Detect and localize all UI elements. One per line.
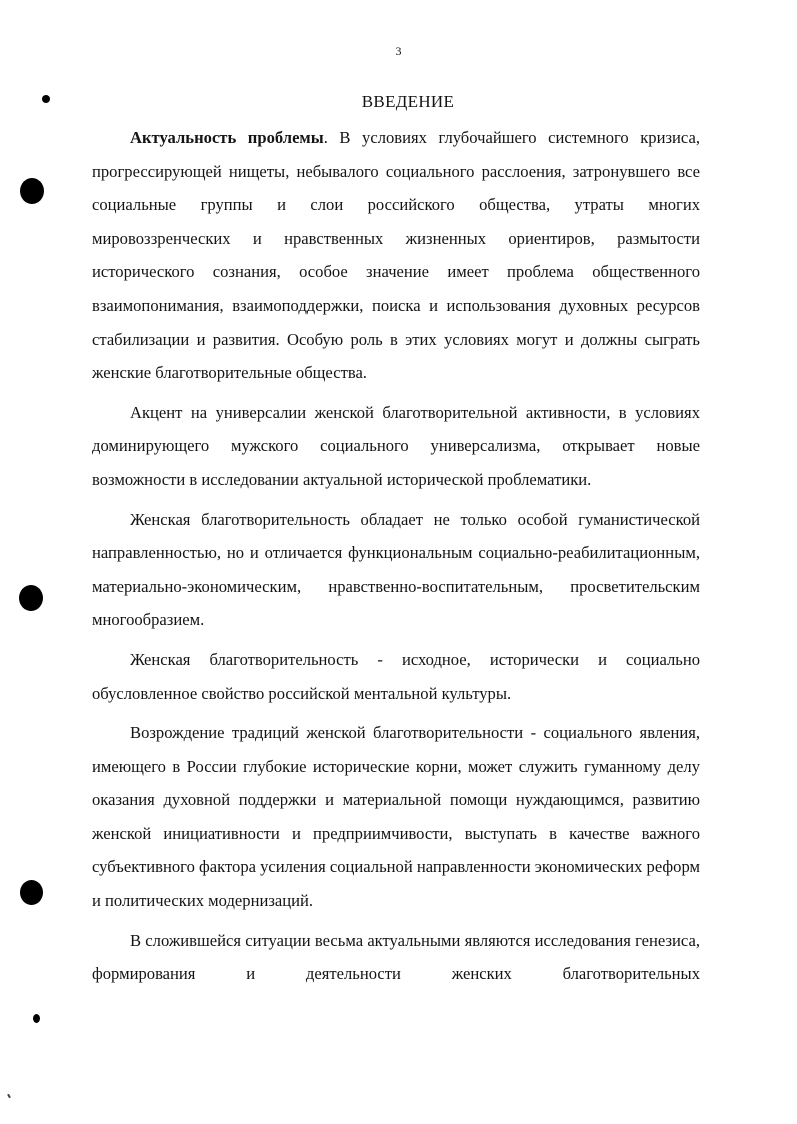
paragraph-2: Акцент на универсалии женской благотворительной активности, в условиях доминирующего мужского социального универсализма, открывает новые возможности в исследовании актуальной исторической проблематики.	[92, 402, 700, 489]
document-body	[92, 121, 700, 991]
paragraph-1-text: . В условиях глубочайшего системного кризиса, прогрессирующей нищеты, небывалого социального расслоения, затронувшего все социальные группы и слои российского общества, утраты многих мировоззренческих и нравственных жизненных ориентиров, размытости исторического сознания, особое значение имеет проблема общественного взаимопонимания, взаимоподдержки, поиска и использования духовных ресурсов стабилизации и развития. Особую роль в этих условиях могут и должны сыграть женские благотворительные общества.	[92, 128, 700, 383]
punch-hole-1	[20, 178, 44, 204]
paragraph-6: В сложившейся ситуации весьма актуальными являются исследования генезиса, формирования и деятельности женских благотворительных	[92, 930, 700, 984]
paragraph-3: Женская благотворительность обладает не только особой гуманистической направленностью, но и отличается функциональным социально-реабилитационным, материально-экономическим, нравственно-воспитательным, просветительским многообразием.	[92, 509, 700, 630]
paragraph-5: Возрождение традиций женской благотворительности - социального явления, имеющего в России глубокие исторические корни, может служить гуманному делу оказания духовной поддержки и материальной помощи нуждающимся, развитию женской инициативности и предприимчивости, выступать в качестве важного субъективного фактора усиления социальной направленности экономических реформ и политических модернизаций.	[92, 723, 701, 911]
punch-hole-2	[19, 585, 43, 611]
punch-hole-bottom-small	[33, 1014, 40, 1023]
scan-speck	[7, 1094, 11, 1098]
page-number: 3	[395, 44, 402, 58]
paragraph-1-lead: Актуальность проблемы	[130, 128, 324, 147]
paragraph-4: Женская благотворительность - исходное, исторически и социально обусловленное свойство российской ментальной культуры.	[92, 649, 700, 703]
punch-hole-top-small	[42, 95, 50, 103]
punch-hole-3	[20, 880, 43, 905]
page-title: ВВЕДЕНИЕ	[361, 92, 455, 111]
paragraph-1	[92, 121, 700, 390]
